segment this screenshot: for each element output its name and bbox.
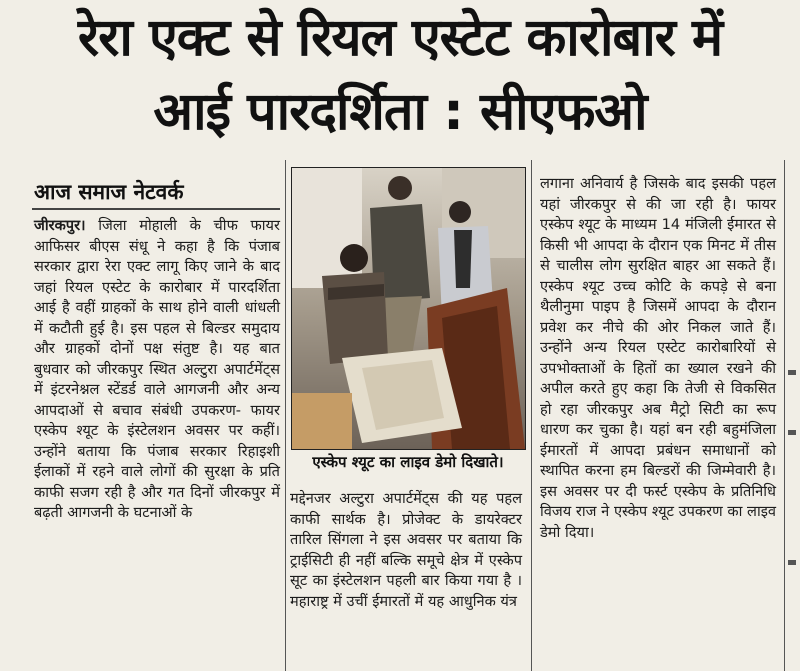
byline: आज समाज नेटवर्क [34, 180, 184, 204]
byline-underline [32, 208, 280, 210]
column-3-text: लगाना अनिवार्य है जिसके बाद इसकी पहल यहां जीरकपुर से की जा रही है। फायर एस्केप श्यूट के माध्यम 14 मंजिली ईमारत से किसी भी आपदा के दौरान एक मिनट में तीस से चालीस लोग सुरक्षित बाहर आ सकते हैं। एस्केप श्यूट उच्च कोटि के कपड़े से बना थैलीनुमा पाइप है जिसमें आपदा के दौरान प्रवेश कर नीचे की ओर निकल जाते हैं। उन्होंने अन्य रियल एस्टेट कारोबारियों से उपभोक्ताओं के हितों का ख्याल रखने की अपील करते हुए कहा कि तेजी से विकसित हो रहा जीरकपुर अब मैट्रो सिटी का रूप धारण कर चुका है। यहां बन रही बहुमंजिला ईमारतों में आपदा प्रबंधन समाधानों को स्थापित करना हम बिल्डरों की जिम्मेवारी है। इस अवसर पर दी फर्स्ट एस्केप के प्रतिनिधि विजय राज ने एस्केप श्यूट उपकरण का लाइव डेमो दिया। [540, 175, 776, 541]
article-column-2 [290, 489, 522, 612]
column-1-text: जिला मोहाली के चीफ फायर आफिसर बीएस संधू ने कहा है कि पंजाब सरकार द्वारा रेरा एक्ट लागू किए जाने के बाद जहां रियल एस्टेट के कारोबार में पारदर्शिता आई है वहीं ग्राहकों के साथ होने वाली धांधली में कटौती हुई है। इस पहल से बिल्डर समुदाय और ग्राहकों दोनों पक्ष संतुष्ट है। यह बात बुधवार को जीरकपुर स्थित अल्टुरा अपार्टमेंट्स में इंटरनेश्नल स्टेंडर्ड वाले आगजनी और अन्य आपदाओं से बचाव संबंधी उपकरण- फायर एस्केप श्यूट के इंस्टेलशन अवसर पर कहीं। उन्होंने बताया कि पंजाब सरकार रिहाइशी ईलाकों में रहने वाले लोगों की सुरक्षा के प्रति काफी सजग रही है और गत दिनों जीरकपुर में बढ़ती आगजनी के घटनाओं के [34, 217, 280, 521]
headline-line-2: आई पारदर्शिता : सीएफओ [153, 82, 647, 142]
column-2-text: मद्देनजर अल्टुरा अपार्टमेंट्स की यह पहल काफी सार्थक है। प्रोजेक्ट के डायरेक्टर तारिल सिंगला ने इस अवसर पर बताया कि ट्राईसिटी ही नहीं बल्कि समूचे क्षेत्र में एस्केप सूट का इंस्टेलशन पहली बार किया गया है । महाराष्ट्र में उचीं ईमारतों में यह आधुनिक यंत्र [290, 490, 522, 610]
adjacent-column-fragment [788, 430, 796, 435]
dateline: जीरकपुर। [34, 217, 86, 234]
photo-illustration [292, 168, 525, 449]
news-photo [291, 167, 526, 450]
headline-line-1: रेरा एक्ट से रियल एस्टेट कारोबार में [77, 8, 723, 68]
column-divider [531, 160, 532, 671]
adjacent-column-fragment [788, 560, 796, 565]
photo-caption: एस्केप श्यूट का लाइव डेमो दिखाते। [312, 453, 504, 471]
column-divider [285, 160, 286, 671]
adjacent-column-fragment [788, 370, 796, 375]
article-column-1 [34, 216, 280, 524]
column-divider [784, 160, 785, 671]
article-column-3 [540, 174, 776, 543]
